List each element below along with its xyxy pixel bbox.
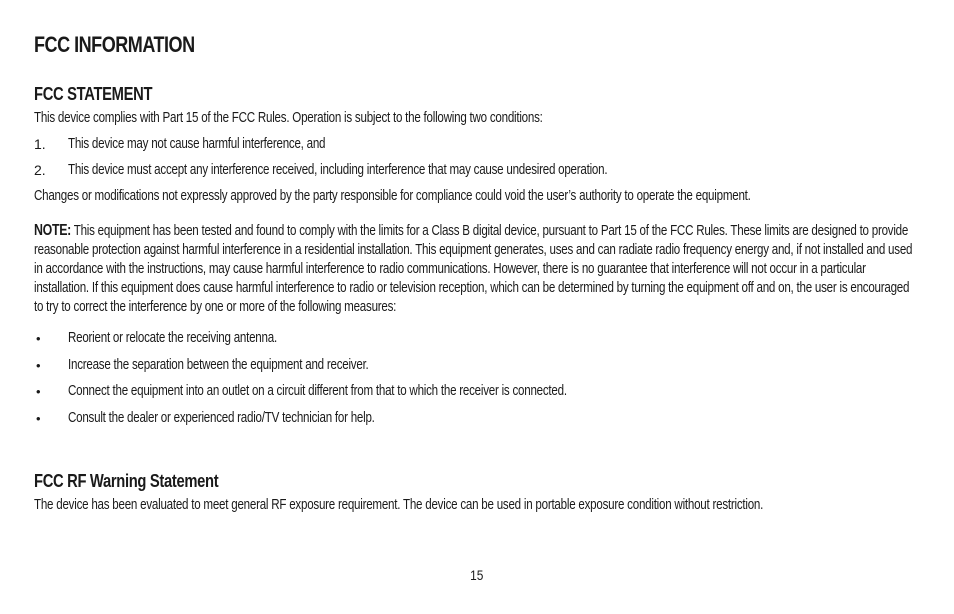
- section-heading-rf-warning: FCC RF Warning Statement: [34, 471, 219, 491]
- bullet-icon: •: [36, 410, 41, 426]
- condition-text: This device may not cause harmful interference, and: [68, 136, 326, 152]
- list-item-text: Reorient or relocate the receiving antenna.: [68, 330, 277, 346]
- page-title: FCC INFORMATION: [34, 32, 195, 57]
- note-text: This equipment has been tested and found to comply with the limits for a Class B digital device, pursuant to Part 15 of the FCC Rules. These limits are designed to provide reasonable protection against harmful interference in a residential installation. This equipment generates, uses and can radiate radio frequency energy and, if not installed and used in accordance with the instructions, may cause harmful interference to radio communications. However, there is no guarantee that interference will not occur in a particular installation. If this equipment does cause harmful interference to radio or television reception, which can be determined by turning the equipment off and on, the user is encouraged to try to correct the interference by one or more of the following measures:: [34, 223, 913, 315]
- changes-warning: Changes or modifications not expressly approved by the party responsible for compliance could void the user’s authority to operate the equipment.: [34, 188, 751, 204]
- bullet-icon: •: [36, 331, 41, 346]
- note-paragraph: [34, 221, 914, 317]
- list-item-text: Increase the separation between the equipment and receiver.: [68, 356, 369, 373]
- measures-list: [34, 329, 914, 435]
- spacer: [34, 60, 914, 82]
- condition-number: 1.: [34, 136, 46, 152]
- bullet-icon: •: [36, 384, 41, 399]
- list-item: [34, 356, 914, 383]
- list-item: [34, 409, 914, 436]
- condition-text: This device must accept any interference received, including interference that may cause undesired operation.: [68, 162, 608, 178]
- document-page: [34, 30, 914, 515]
- bullet-icon: •: [36, 357, 41, 373]
- condition-number: 2.: [34, 162, 46, 178]
- condition-item: [34, 135, 914, 161]
- list-item: [34, 382, 914, 409]
- statement-intro: This device complies with Part 15 of the FCC Rules. Operation is subject to the following two conditions:: [34, 110, 543, 126]
- page-number: [0, 566, 954, 584]
- list-item: [34, 329, 914, 356]
- condition-item: [34, 161, 914, 187]
- rf-warning-text: The device has been evaluated to meet general RF exposure requirement. The device can be used in portable exposure condition without restriction.: [34, 497, 764, 513]
- page-number-text: 15: [470, 567, 484, 583]
- list-item-text: Connect the equipment into an outlet on a circuit different from that to which the receiver is connected.: [68, 383, 567, 399]
- section-heading-fcc-statement: FCC STATEMENT: [34, 84, 153, 104]
- list-item-text: Consult the dealer or experienced radio/TV technician for help.: [68, 409, 375, 426]
- note-label: NOTE:: [34, 222, 71, 239]
